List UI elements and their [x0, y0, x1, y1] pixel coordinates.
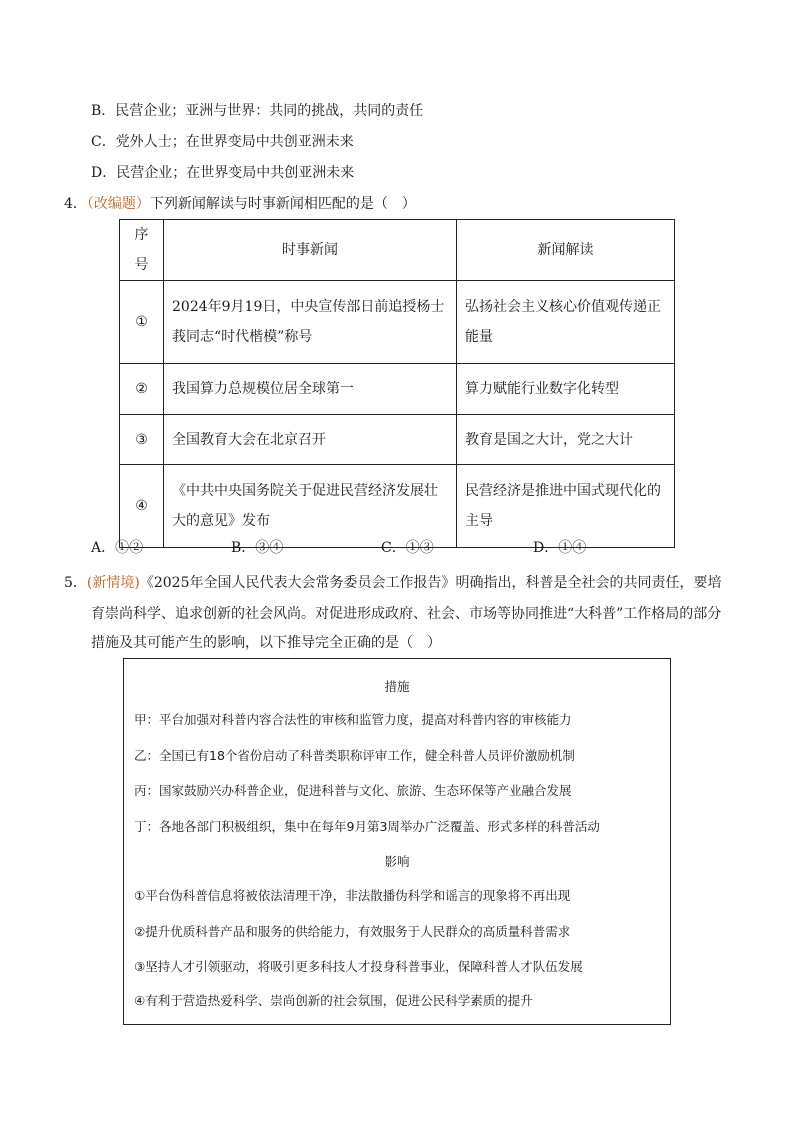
measure-item: 丙：国家鼓励兴办科普企业，促进科普与文化、旅游、生态环保等产业融合发展 — [134, 783, 572, 798]
measure-item: 乙：全国已有18个省份启动了科普类职称评审工作，健全科普人员评价激励机制 — [134, 748, 575, 763]
row-num: ③ — [120, 415, 164, 465]
q5-stem-line-1 — [64, 573, 722, 593]
row-news: 我国算力总规模位居全球第一 — [164, 364, 457, 415]
row-num: ② — [120, 364, 164, 415]
effect-item: ③坚持人才引领驱动，将吸引更多科技人才投身科普事业，保障科普人才队伍发展 — [134, 959, 583, 974]
header-reading: 新闻解读 — [457, 220, 675, 281]
effect-item: ④有利于营造热爱科学、崇尚创新的社会氛围，促进公民科学素质的提升 — [134, 993, 533, 1008]
row-news: 2024年9月19日，中央宣传部日前追授杨士莪同志“时代楷模”称号 — [164, 281, 457, 364]
row-news: 《中共中央国务院关于促进民营经济发展壮大的意见》发布 — [164, 465, 457, 548]
q4-stem — [64, 194, 416, 214]
news-table — [119, 219, 675, 548]
table-row — [120, 415, 675, 465]
q5-tag: (新情境) — [86, 575, 140, 591]
table-header-row — [120, 220, 675, 281]
header-num: 序号 — [120, 220, 164, 281]
q4-option-b: B．③④ — [231, 540, 284, 556]
effect-item: ①平台伪科普信息将被依法清理干净，非法散播伪科学和谣言的现象将不再出现 — [134, 888, 571, 903]
table-row — [120, 364, 675, 415]
row-news: 全国教育大会在北京召开 — [164, 415, 457, 465]
effect-item: ②提升优质科普产品和服务的供给能力，有效服务于人民群众的高质量科普需求 — [134, 924, 571, 939]
table-row — [120, 281, 675, 364]
q4-option-c: C．①③ — [381, 540, 434, 556]
header-news: 时事新闻 — [164, 220, 457, 281]
q5-stem-line-2: 育崇尚科学、追求创新的社会风尚。对促进形成政府、社会、市场等协同推进“大科普”工作格局的部分 — [91, 606, 722, 622]
measures-effects-box — [123, 658, 671, 1025]
measures-title: 措施 — [384, 679, 410, 694]
q3-option-b: B．民营企业；亚洲与世界：共同的挑战，共同的责任 — [91, 103, 424, 119]
row-reading: 教育是国之大计，党之大计 — [457, 415, 675, 465]
row-num: ④ — [120, 465, 164, 548]
q4-number: 4． — [64, 196, 87, 212]
row-reading: 算力赋能行业数字化转型 — [457, 364, 675, 415]
q3-option-d: D．民营企业；在世界变局中共创亚洲未来 — [91, 165, 355, 181]
measure-item: 丁：各地各部门积极组织，集中在每年9月第3周举办广泛覆盖、形式多样的科普活动 — [134, 819, 600, 834]
row-num: ① — [120, 281, 164, 364]
q3-option-c: C．党外人士；在世界变局中共创亚洲未来 — [91, 134, 354, 150]
table-row — [120, 465, 675, 548]
q4-tag: （改编题） — [86, 196, 150, 212]
row-reading: 民营经济是推进中国式现代化的主导 — [457, 465, 675, 548]
q5-number: 5． — [64, 575, 87, 591]
q4-stem-text: 下列新闻解读与时事新闻相匹配的是（ ） — [149, 196, 416, 212]
q5-stem-text-1: 《2025年全国人民代表大会常务委员会工作报告》明确指出，科普是全社会的共同责任，要培 — [139, 575, 722, 591]
q5-stem-line-3: 措施及其可能产生的影响，以下推导完全正确的是（ ） — [91, 635, 441, 651]
effects-title: 影响 — [384, 854, 410, 869]
row-reading: 弘扬社会主义核心价值观传递正能量 — [457, 281, 675, 364]
measure-item: 甲：平台加强对科普内容合法性的审核和监管力度，提高对科普内容的审核能力 — [134, 712, 572, 727]
q4-option-d: D．①④ — [533, 540, 587, 556]
q4-option-a: A．①② — [91, 540, 144, 556]
